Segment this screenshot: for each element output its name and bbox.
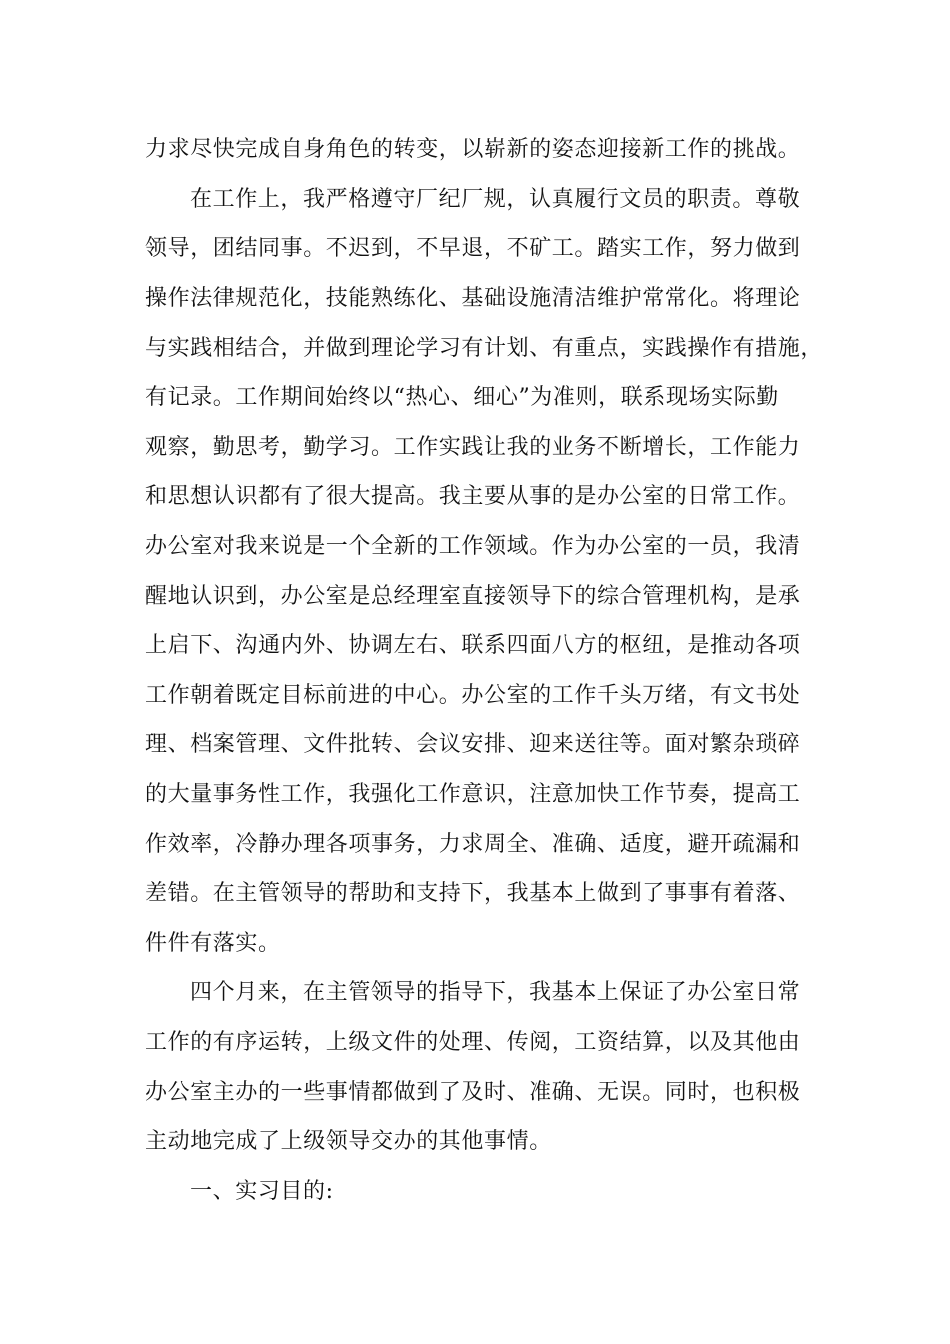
text-line: 差错。在主管领导的帮助和支持下，我基本上做到了事事有着落、 xyxy=(145,881,801,906)
text-line: 的大量事务性工作，我强化工作意识，注意加快工作节奏，提高工 xyxy=(145,782,801,807)
text-line: 作效率，冷静办理各项事务，力求周全、准确、适度，避开疏漏和 xyxy=(145,832,801,857)
text-line: 醒地认识到，办公室是总经理室直接领导下的综合管理机构，是承 xyxy=(145,584,801,609)
section-heading: 一、实习目的: xyxy=(190,1179,334,1204)
text-line: 件件有落实。 xyxy=(145,931,281,956)
text-line: 办公室对我来说是一个全新的工作领域。作为办公室的一员，我清 xyxy=(145,534,801,559)
text-line: 力求尽快完成自身角色的转变，以崭新的姿态迎接新工作的挑战。 xyxy=(145,137,801,162)
text-line: 工作朝着既定目标前进的中心。办公室的工作千头万绪，有文书处 xyxy=(145,683,801,708)
text-line: 观察，勤思考，勤学习。工作实践让我的业务不断增长，工作能力 xyxy=(145,435,801,460)
text-line: 主动地完成了上级领导交办的其他事情。 xyxy=(145,1129,552,1154)
text-line: 工作的有序运转，上级文件的处理、传阅，工资结算，以及其他由 xyxy=(145,1030,801,1055)
text-line: 理、档案管理、文件批转、会议安排、迎来送往等。面对繁杂琐碎 xyxy=(145,732,801,757)
text-line: 四个月来，在主管领导的指导下，我基本上保证了办公室日常 xyxy=(190,980,801,1005)
text-line: 在工作上，我严格遵守厂纪厂规，认真履行文员的职责。尊敬 xyxy=(190,187,801,212)
text-line: 操作法律规范化，技能熟练化、基础设施清洁维护常常化。将理论 xyxy=(145,286,801,311)
text-line: 领导，团结同事。不迟到，不早退，不矿工。踏实工作，努力做到 xyxy=(145,236,801,261)
text-line: 有记录。工作期间始终以“热心、细心”为准则，联系现场实际勤 xyxy=(145,385,779,410)
text-line: 上启下、沟通内外、协调左右、联系四面八方的枢纽，是推动各项 xyxy=(145,633,801,658)
text-line: 与实践相结合，并做到理论学习有计划、有重点，实践操作有措施， xyxy=(145,336,824,361)
text-line: 和思想认识都有了很大提高。我主要从事的是办公室的日常工作。 xyxy=(145,484,801,509)
text-line: 办公室主办的一些事情都做到了及时、准确、无误。同时，也积极 xyxy=(145,1080,801,1105)
